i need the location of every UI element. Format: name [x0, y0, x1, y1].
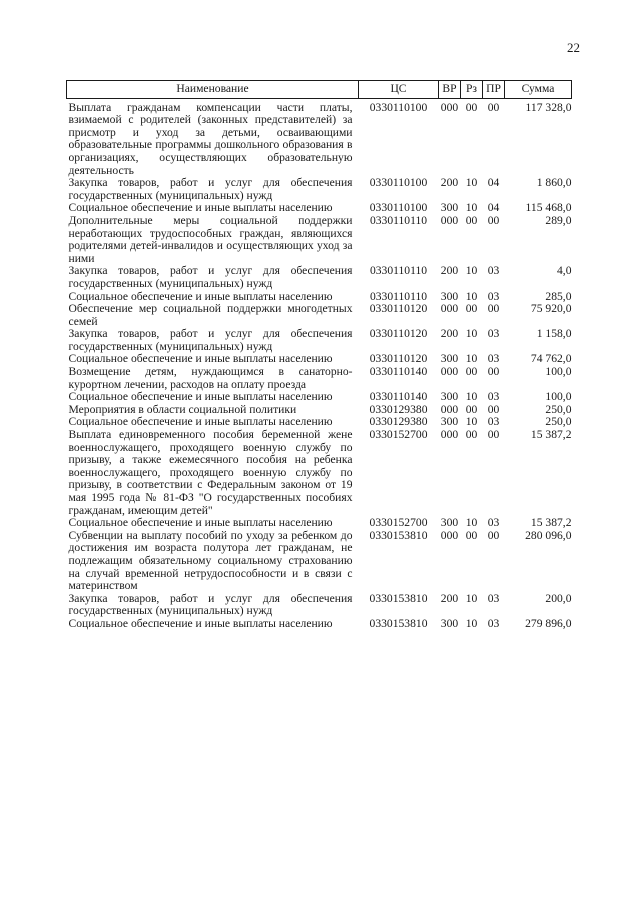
header-sum: Сумма — [505, 81, 572, 99]
row-name: Закупка товаров, работ и услуг для обеспечения государственных (муниципальных) нужд — [68, 176, 353, 202]
row-rz: 10 — [465, 352, 478, 366]
row-rz: 00 — [465, 428, 478, 442]
row-name: Возмещение детям, нуждающимся в санаторно-курортном лечении, расходов на оплату проезда — [68, 365, 353, 391]
budget-table — [66, 80, 572, 631]
row-vr: 300 — [440, 516, 459, 530]
header-pr: ПР — [483, 81, 505, 99]
table-header-row — [67, 81, 572, 99]
table-row — [67, 391, 572, 404]
row-pr: 03 — [487, 616, 500, 630]
row-sum: 74 762,0 — [530, 352, 572, 366]
table-row — [67, 618, 572, 631]
row-name: Социальное обеспечение и иные выплаты населению — [68, 289, 333, 303]
row-sum: 280 096,0 — [525, 528, 572, 542]
row-pr: 03 — [487, 415, 500, 429]
row-rz: 00 — [465, 213, 478, 227]
row-sum: 100,0 — [545, 390, 572, 404]
row-sum: 4,0 — [557, 264, 572, 278]
row-pr: 00 — [487, 365, 500, 379]
row-name: Закупка товаров, работ и услуг для обеспечения государственных (муниципальных) нужд — [68, 591, 353, 618]
row-name: Социальное обеспечение и иные выплаты населению — [68, 352, 333, 366]
row-pr: 03 — [487, 516, 500, 530]
row-rz: 00 — [465, 528, 478, 542]
table-row — [67, 429, 572, 517]
row-vr: 300 — [440, 415, 459, 429]
row-pr: 03 — [487, 591, 500, 605]
row-rz: 10 — [465, 390, 478, 404]
row-pr: 03 — [487, 390, 500, 404]
row-cs: 0330153810 — [369, 528, 428, 542]
table-row — [67, 265, 572, 290]
row-rz: 00 — [465, 365, 478, 379]
row-vr: 000 — [440, 302, 459, 316]
row-vr: 300 — [440, 352, 459, 366]
row-vr: 300 — [440, 201, 459, 215]
row-pr: 00 — [487, 302, 500, 316]
row-pr: 03 — [487, 352, 500, 366]
row-pr: 03 — [487, 327, 500, 341]
row-name: Закупка товаров, работ и услуг для обеспечения государственных (муниципальных) нужд — [68, 327, 353, 353]
row-name: Социальное обеспечение и иные выплаты населению — [68, 415, 333, 429]
row-name: Обеспечение мер социальной поддержки многодетных семей — [68, 302, 353, 328]
table-row — [67, 215, 572, 265]
row-cs: 0330153810 — [369, 591, 428, 605]
table-row — [67, 328, 572, 353]
row-cs: 0330110140 — [369, 390, 428, 404]
header-rz: Рз — [461, 81, 483, 99]
row-vr: 000 — [440, 213, 459, 227]
row-pr: 03 — [487, 264, 500, 278]
row-name: Выплата единовременного пособия беременной жене военнослужащего, проходящего военную службу по призыву, а также ежемесячного пособия на ребенка военнослужащего, проходящего военную службу по призыву, в соответствии с Федеральным законом от 19 мая 1995 года № 81-ФЗ "О государственных пособиях гражданам, имеющим детей" — [68, 428, 353, 517]
row-rz: 10 — [465, 327, 478, 341]
row-name: Социальное обеспечение и иные выплаты населению — [68, 516, 333, 530]
row-rz: 10 — [465, 516, 478, 530]
row-sum: 279 896,0 — [525, 616, 572, 630]
row-cs: 0330110110 — [369, 289, 428, 303]
row-rz: 00 — [465, 100, 478, 114]
row-sum: 1 860,0 — [536, 176, 572, 190]
row-pr: 04 — [487, 201, 500, 215]
row-cs: 0330110100 — [369, 100, 428, 114]
row-pr: 04 — [487, 176, 500, 190]
row-name: Закупка товаров, работ и услуг для обеспечения государственных (муниципальных) нужд — [68, 264, 353, 290]
row-sum: 100,0 — [545, 365, 572, 379]
row-cs: 0330152700 — [369, 428, 428, 442]
row-sum: 200,0 — [545, 591, 572, 605]
row-rz: 10 — [465, 616, 478, 630]
page-number: 22 — [567, 40, 580, 55]
row-sum: 115 468,0 — [525, 201, 572, 215]
header-vr: ВР — [439, 81, 461, 99]
row-rz: 00 — [465, 302, 478, 316]
table-row — [67, 177, 572, 202]
row-name: Социальное обеспечение и иные выплаты населению — [68, 616, 333, 630]
row-vr: 000 — [440, 100, 459, 114]
header-cs: ЦС — [359, 81, 439, 99]
row-rz: 10 — [465, 264, 478, 278]
row-cs: 0330110120 — [369, 327, 428, 341]
row-cs: 0330110110 — [369, 264, 428, 278]
table-row — [67, 366, 572, 391]
row-pr: 00 — [487, 100, 500, 114]
row-cs: 0330110120 — [369, 352, 428, 366]
header-name: Наименование — [67, 81, 359, 99]
row-cs: 0330110100 — [369, 201, 428, 215]
row-vr: 300 — [440, 289, 459, 303]
row-cs: 0330110110 — [369, 213, 428, 227]
row-pr: 00 — [487, 213, 500, 227]
row-sum: 15 387,2 — [530, 428, 572, 442]
row-vr: 200 — [440, 264, 459, 278]
row-vr: 200 — [440, 591, 459, 605]
row-name: Дополнительные меры социальной поддержки неработающих трудоспособных граждан, являющихся родителями детей-инвалидов и осуществляющих уход за ними — [68, 213, 353, 265]
row-pr: 00 — [487, 428, 500, 442]
row-sum: 15 387,2 — [530, 516, 572, 530]
row-cs: 0330152700 — [369, 516, 428, 530]
row-name: Мероприятия в области социальной политики — [68, 402, 297, 416]
row-vr: 000 — [440, 528, 459, 542]
row-cs: 0330110140 — [369, 365, 428, 379]
row-cs: 0330129380 — [369, 402, 428, 416]
row-name: Социальное обеспечение и иные выплаты населению — [68, 390, 333, 404]
row-name: Социальное обеспечение и иные выплаты населению — [68, 201, 333, 215]
table-row — [67, 593, 572, 618]
row-name: Субвенции на выплату пособий по уходу за ребенком до достижения им возраста полутора лет гражданам, не подлежащим обязательному социальному страхованию на случай временной нетрудоспособности и в связи с материнством — [68, 528, 353, 593]
table-row — [67, 530, 572, 593]
row-vr: 200 — [440, 327, 459, 341]
row-sum: 285,0 — [545, 289, 572, 303]
row-vr: 300 — [440, 390, 459, 404]
row-sum: 117 328,0 — [525, 100, 572, 114]
row-sum: 250,0 — [545, 402, 572, 416]
row-vr: 000 — [440, 365, 459, 379]
row-vr: 300 — [440, 616, 459, 630]
row-rz: 10 — [465, 591, 478, 605]
row-rz: 10 — [465, 176, 478, 190]
row-sum: 1 158,0 — [536, 327, 572, 341]
row-cs: 0330110100 — [369, 176, 428, 190]
table-body — [67, 102, 572, 631]
row-rz: 10 — [465, 415, 478, 429]
row-cs: 0330129380 — [369, 415, 428, 429]
row-cs: 0330153810 — [369, 616, 428, 630]
row-rz: 00 — [465, 402, 478, 416]
table-row — [67, 102, 572, 178]
row-rz: 10 — [465, 201, 478, 215]
row-sum: 250,0 — [545, 415, 572, 429]
row-sum: 75 920,0 — [530, 302, 572, 316]
row-pr: 00 — [487, 528, 500, 542]
row-vr: 000 — [440, 428, 459, 442]
row-name: Выплата гражданам компенсации части платы, взимаемой с родителей (законных представителей) за присмотр и уход за детьми, осваивающими образовательные программы дошкольного образования в организациях, осуществляющих образовательную деятельность — [68, 100, 353, 177]
row-vr: 200 — [440, 176, 459, 190]
row-vr: 000 — [440, 402, 459, 416]
row-pr: 03 — [487, 289, 500, 303]
row-rz: 10 — [465, 289, 478, 303]
row-sum: 289,0 — [545, 213, 572, 227]
row-cs: 0330110120 — [369, 302, 428, 316]
table-row — [67, 517, 572, 530]
row-pr: 00 — [487, 402, 500, 416]
table-row — [67, 303, 572, 328]
